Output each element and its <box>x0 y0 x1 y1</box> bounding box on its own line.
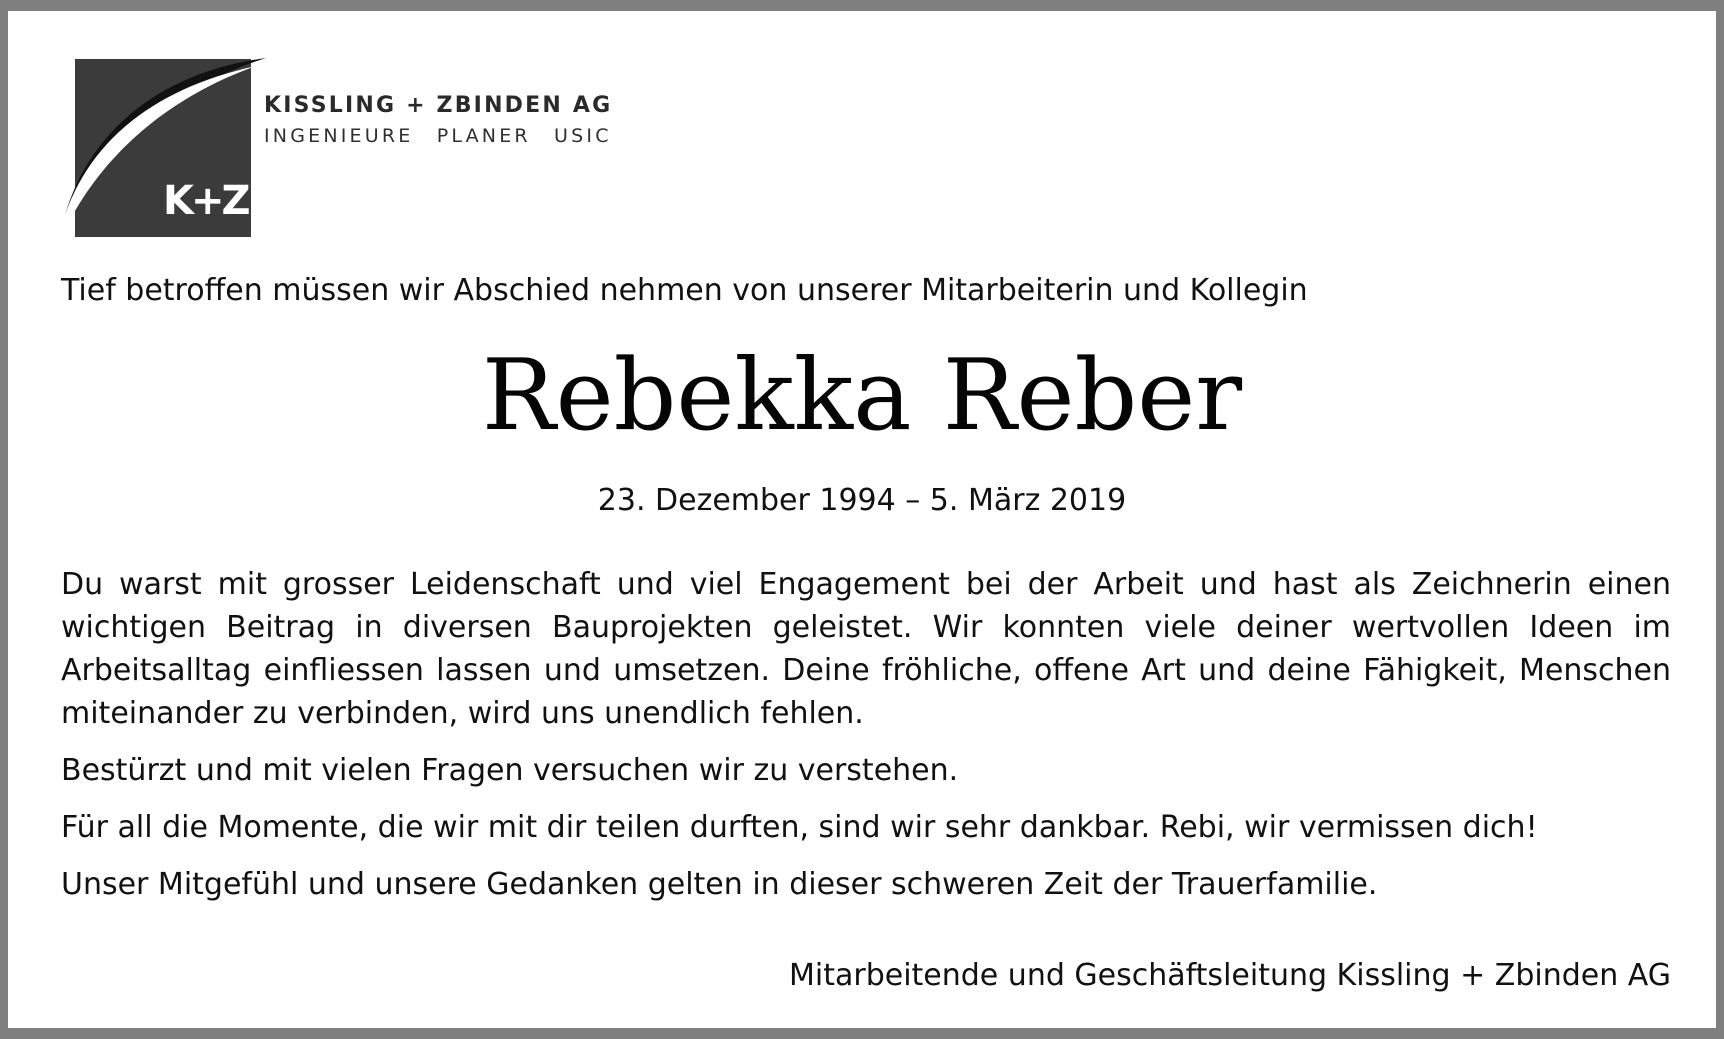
tribute-text <box>61 563 1671 920</box>
tribute-paragraph: Du warst mit grosser Leidenschaft und viel Engagement bei der Arbeit und hast als Zeichnerin einen wichtigen Beitrag in diversen Bauprojekten geleistet. Wir konnten viele deiner wertvollen Ideen im Arbeitsalltag einfliessen lassen und umsetzen. Deine fröhliche, offene Art und deine Fähigkeit, Menschen miteinander zu verbinden, wird uns unendlich fehlen. <box>61 567 1671 731</box>
logo-mark: K+Z <box>163 178 248 224</box>
company-tagline: INGENIEURE PLANER USIC <box>264 125 612 147</box>
death-notice-page <box>8 11 1716 1028</box>
tribute-paragraph: Bestürzt und mit vielen Fragen versuchen wir zu verstehen. <box>61 753 959 788</box>
deceased-name: Rebekka Reber <box>481 339 1243 453</box>
tribute-paragraph: Für all die Momente, die wir mit dir teilen durften, sind wir sehr dankbar. Rebi, wir vermissen dich! <box>61 810 1538 845</box>
intro-text: Tief betroffen müssen wir Abschied nehmen von unserer Mitarbeiterin und Kollegin <box>61 273 1308 308</box>
tribute-paragraph: Unser Mitgefühl und unsere Gedanken gelten in dieser schweren Zeit der Trauerfamilie. <box>61 867 1378 902</box>
life-dates: 23. Dezember 1994 – 5. März 2019 <box>597 483 1127 518</box>
company-name: KISSLING + ZBINDEN AG <box>264 93 613 118</box>
company-logo <box>8 11 768 251</box>
signature: Mitarbeitende und Geschäftsleitung Kissling + Zbinden AG <box>789 958 1671 993</box>
